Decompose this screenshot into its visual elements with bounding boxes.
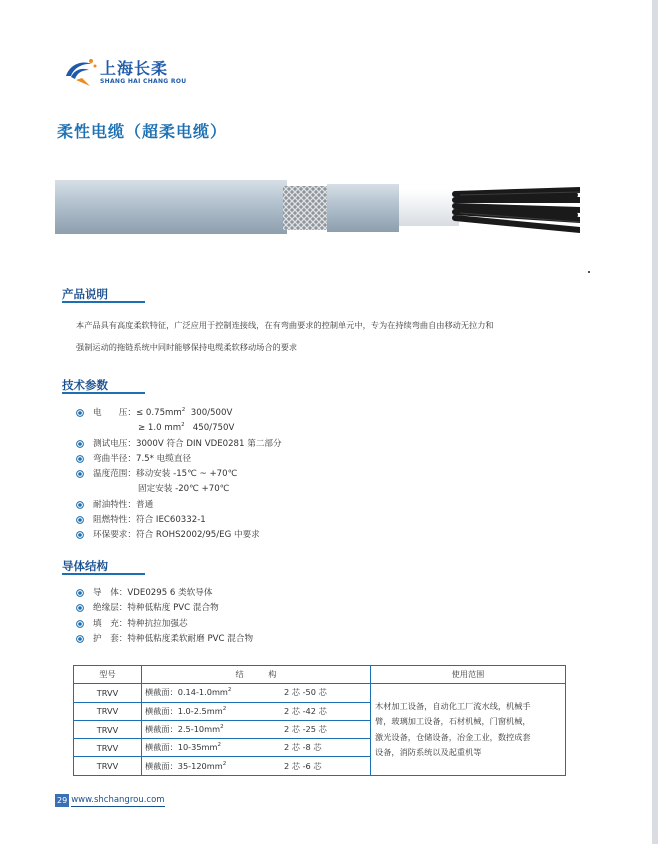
description-text [76,314,596,358]
conductor-label: 护 套： [93,633,128,644]
conductor-label: 导 体： [93,588,128,598]
cell-usage [371,684,566,775]
description-line: 强制运动的拖链系统中同时能够保持电缆柔软移动场合的要求 [76,342,298,352]
tech-value: 固定安装 -20℃ +70℃ [138,484,230,495]
tech-label: 电 压： [93,408,136,418]
conductor-value: VDE0295 6 类软导体 [127,588,213,598]
conductor-value: 特种抗拉加强芯 [127,618,188,629]
tech-label: 耐油特性： [93,499,136,510]
tech-label: 测试电压： [93,438,136,449]
page-footer [55,793,165,807]
superscript: 2 [181,407,186,413]
tech-label: 阻燃特性： [93,515,136,526]
bullet-icon [76,409,84,417]
cell-section: 横截面：35-120mm [145,760,223,771]
conductor-rule [62,573,145,575]
header-structure: 结 构 [142,666,371,684]
conductor-value: 特种低粘度柔软耐磨 PVC 混合物 [127,633,254,644]
cell-model: TRVV [74,757,142,775]
description-heading: 产品说明 [62,287,108,301]
cable-image [55,180,580,238]
cell-structure [142,739,371,757]
cell-section: 横截面：0.14-1.0mm [145,687,228,698]
cell-section: 横截面：10-35mm [145,742,218,753]
conductor-value: 特种低粘度 PVC 混合物 [127,603,219,614]
bullet-icon [76,604,84,612]
description-rule [62,301,145,303]
page-title: 柔性电缆（超柔电缆） [57,122,228,141]
tech-value: 符合 IEC60332-1 [135,515,206,526]
table-row [74,684,566,702]
tech-label: 弯曲半径： [93,453,136,464]
cell-structure [142,702,371,720]
cell-cores: 2 芯 -50 芯 [284,687,327,698]
tech-value: ≥ 1.0 mm [138,423,182,434]
website-link[interactable]: www.shchangrou.com [71,794,165,805]
usage-line: 木材加工设备，自动化工厂流水线，机械手 [375,700,531,711]
tech-rule [62,392,145,394]
cell-cores: 2 芯 -6 芯 [284,760,322,771]
usage-line: 臂，玻璃加工设备，石材机械，门窗机械， [375,716,531,727]
cell-structure [142,720,371,738]
tech-label: 环保要求： [93,530,136,541]
tech-value: 3000V 符合 DIN VDE0281 第二部分 [135,438,282,449]
tech-value: 符合 ROHS2002/95/EG 中要求 [135,530,260,541]
brand-name-cn: 上海长柔 [100,59,169,78]
logo-mark-icon [62,54,98,88]
bullet-icon [76,620,84,628]
cell-cores: 2 芯 -25 芯 [284,724,327,735]
superscript: 2 [181,422,185,429]
spec-table [73,665,566,776]
header-usage: 使用范围 [371,666,566,684]
page-edge [652,0,658,844]
conductor-label: 绝缘层： [93,603,128,614]
cell-model: TRVV [74,684,142,702]
superscript: 2 [222,760,227,767]
superscript: 2 [227,687,232,694]
tech-value-suffix: 300/500V [185,408,233,418]
tech-value-suffix: 450/750V [184,423,235,434]
tech-value: 7.5* 电缆直径 [135,453,192,464]
cell-cores: 2 芯 -42 芯 [284,705,327,716]
cell-section: 横截面：1.0-2.5mm [145,705,223,716]
page-number: 29 [57,795,68,805]
tech-value: 移动安装 -15℃ ~ +70℃ [135,469,238,480]
bullet-icon [76,455,84,463]
superscript: 2 [222,705,227,712]
cell-structure [142,684,371,702]
conductor-heading: 导体结构 [62,559,108,573]
description-line: 本产品具有高度柔软特征，广泛应用于控制连接线，在有弯曲要求的控制单元中，专为在持续弯曲自由移动无拉力和 [76,320,494,330]
tech-value: ≤ 0.75mm [135,408,182,418]
bullet-icon [76,470,84,478]
cell-section: 横截面：2.5-10mm [145,724,221,735]
cable-dot [588,271,590,273]
cell-structure [142,757,371,775]
bullet-icon [76,516,84,524]
cell-model: TRVV [74,702,142,720]
superscript: 2 [220,724,224,731]
usage-line: 设备，消防系统以及起重机等 [375,747,482,758]
bullet-icon [76,589,84,597]
tech-value: 普通 [135,499,154,510]
bullet-icon [76,635,84,643]
cell-cores: 2 芯 -8 芯 [284,742,322,753]
bullet-icon [76,501,84,509]
header-model: 型号 [74,666,142,684]
table-header-row [74,666,566,684]
brand-name-en: SHANG HAI CHANG ROU [100,78,187,85]
cell-model: TRVV [74,720,142,738]
usage-line: 激光设备，仓储设备，冶金工业，数控成套 [375,731,531,742]
cell-model: TRVV [74,739,142,757]
brand-logo [62,52,192,92]
tech-heading: 技术参数 [62,378,108,392]
bullet-icon [76,440,84,448]
superscript: 2 [217,742,221,749]
conductor-label: 填 充： [93,618,128,629]
bullet-icon [76,531,84,539]
tech-label: 温度范围： [93,469,136,480]
